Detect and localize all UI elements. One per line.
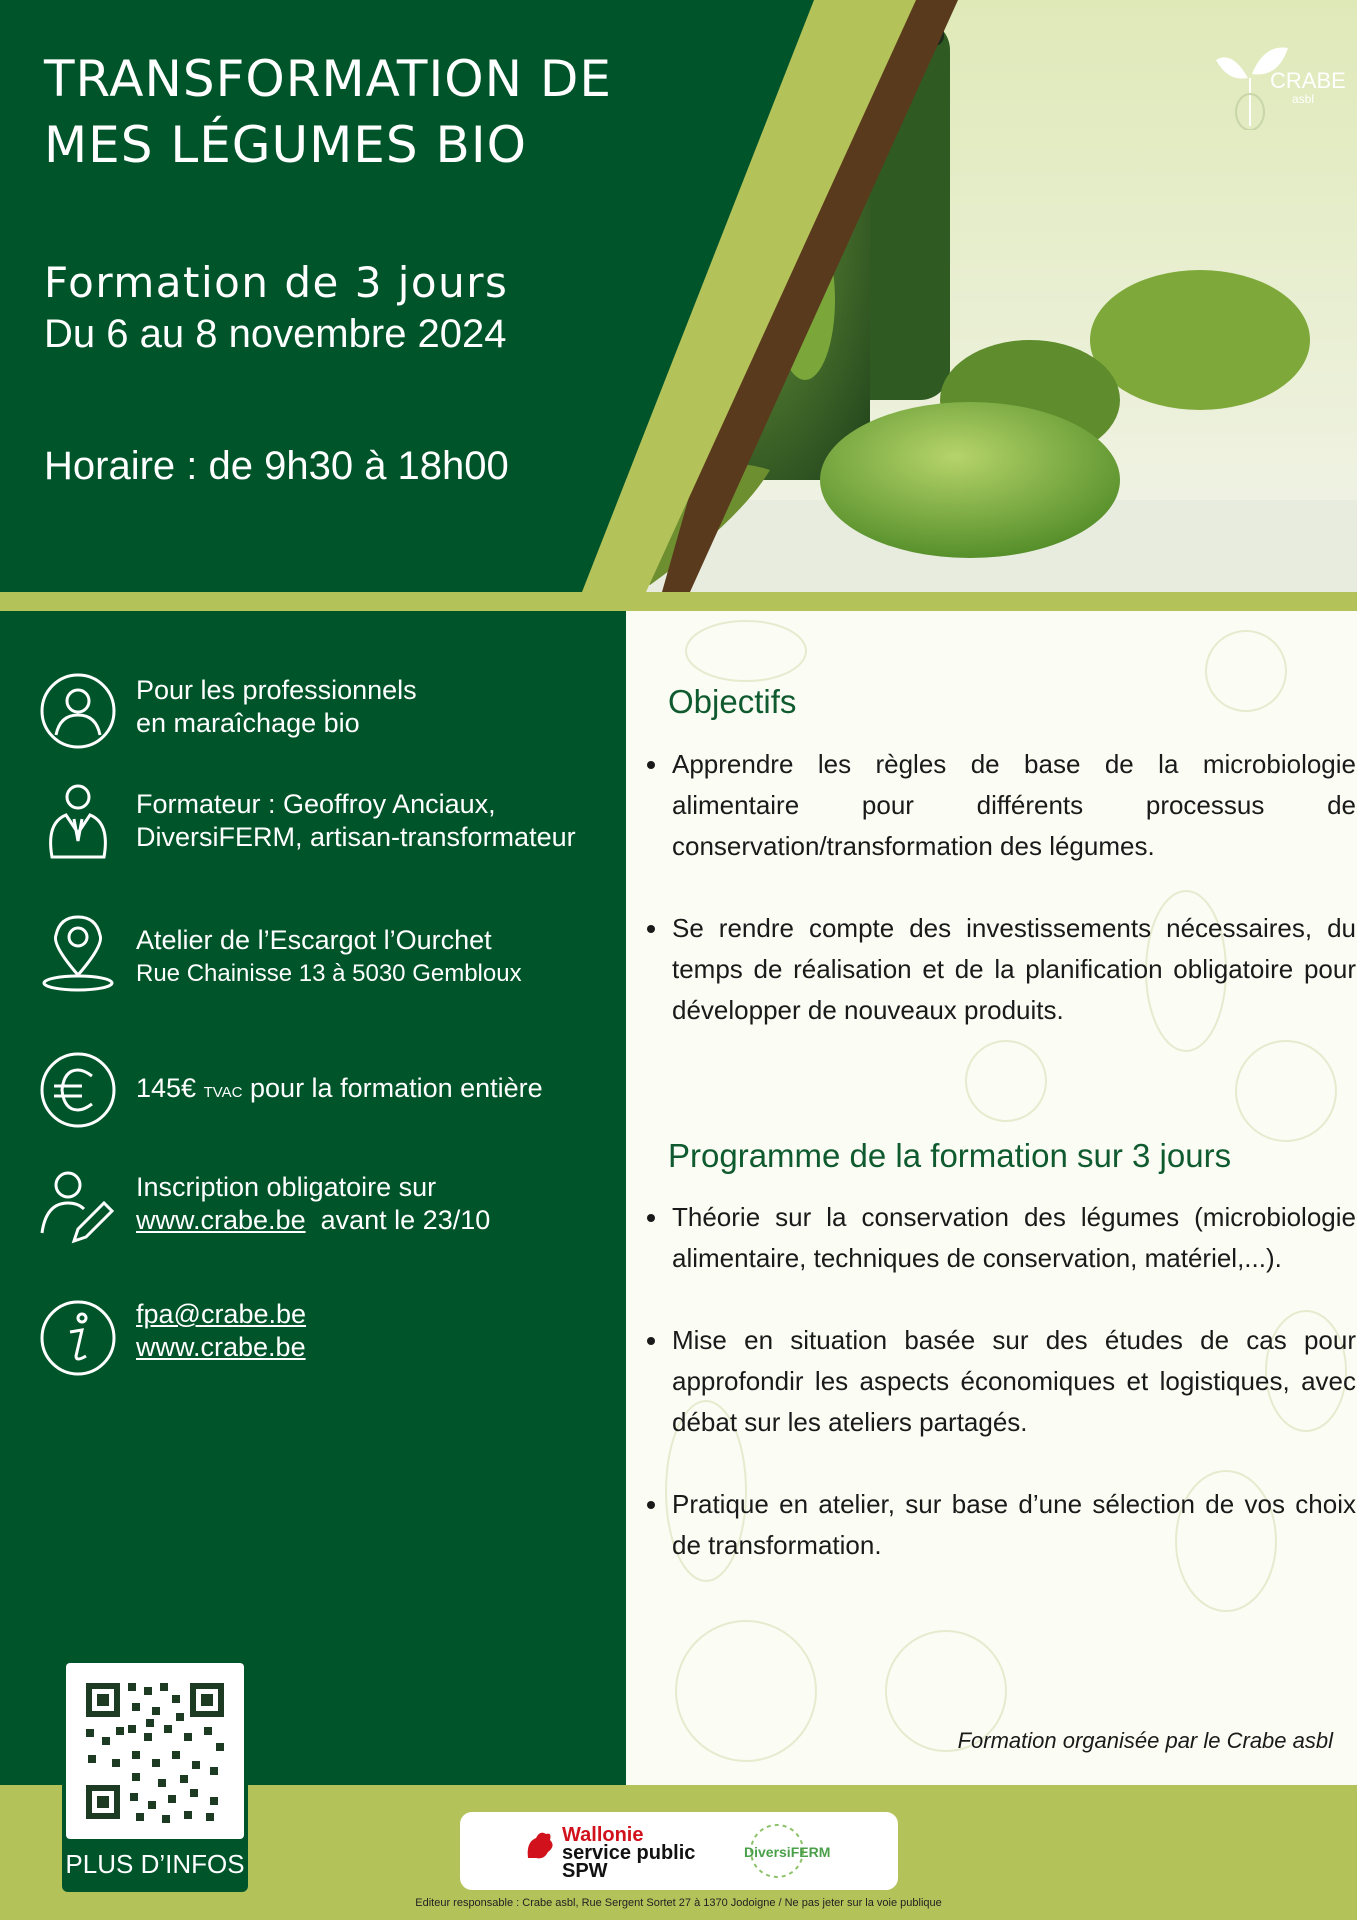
- publisher-note: Editeur responsable : Crabe asbl, Rue Sergent Sortet 27 à 1370 Jodoigne / Ne pas jeter sur la voie publique: [415, 1897, 942, 1909]
- program-item: • Pratique en atelier, sur base d’une sélection de vos choix de transformation.: [670, 1484, 1356, 1566]
- wallonie-logo-line3: SPW: [562, 1860, 608, 1882]
- qr-label: PLUS D’INFOS: [65, 1849, 245, 1879]
- program-item: • Théorie sur la conservation des légumes (microbiologie alimentaire, techniques de conservation, matériel,...).: [670, 1197, 1356, 1279]
- info-column: [0, 611, 626, 1785]
- audience-line1: Pour les professionnels: [136, 675, 417, 705]
- location-name: Atelier de l’Escargot l’Ourchet: [136, 925, 492, 955]
- registration-deadline: avant le 23/10: [320, 1205, 491, 1235]
- price-info: [136, 1072, 543, 1109]
- trainer-icon: [38, 783, 118, 863]
- audience-info: [136, 674, 417, 740]
- program-item: • Mise en situation basée sur des études de cas pour approfondir les aspects économiques et logistiques, avec débat sur les ateliers partagés.: [670, 1320, 1356, 1443]
- hours: Horaire : de 9h30 à 18h00: [44, 444, 509, 488]
- crabe-logo: [1212, 30, 1346, 126]
- objective-item: • Se rendre compte des investissements nécessaires, du temps de réalisation et de la planification obligatoire pour développer de nouveaux produits.: [670, 908, 1356, 1031]
- registration-info: [136, 1171, 490, 1237]
- wallonie-logo-line2: service public: [562, 1842, 696, 1864]
- program-heading: Programme de la formation sur 3 jours: [668, 1137, 1232, 1174]
- divider-band: [0, 592, 1357, 611]
- location-info: [136, 924, 522, 990]
- qr-code-frame: [66, 1663, 244, 1839]
- logo-sub: asbl: [1292, 92, 1315, 106]
- price-text: pour la formation entière: [250, 1073, 543, 1103]
- trainer-line1: Formateur : Geoffroy Anciaux,: [136, 789, 496, 819]
- audience-line2: en maraîchage bio: [136, 708, 360, 738]
- trainer-line2: DiversiFERM, artisan-transformateur: [136, 822, 576, 852]
- euro-icon: [38, 1050, 118, 1130]
- price-amount: 145€: [136, 1073, 197, 1103]
- wallonie-logo-line1: Wallonie: [562, 1824, 644, 1846]
- trainer-info: [136, 788, 576, 854]
- objective-item: • Apprendre les règles de base de la microbiologie alimentaire pour différents processus de conservation/transformation des légumes.: [670, 744, 1356, 867]
- objectives-list: [650, 744, 1356, 1072]
- organizer-note: Formation organisée par le Crabe asbl: [957, 1728, 1333, 1753]
- registration-link[interactable]: www.crabe.be: [136, 1205, 306, 1235]
- location-address: Rue Chainisse 13 à 5030 Gembloux: [136, 960, 522, 987]
- contact-info: [136, 1298, 306, 1364]
- registration-line2: [136, 1204, 490, 1237]
- qr-card[interactable]: [62, 1659, 248, 1892]
- header: [0, 0, 1357, 592]
- page-title: TRANSFORMATION DE MES LÉGUMES BIO: [44, 50, 612, 174]
- contact-website-link[interactable]: www.crabe.be: [136, 1332, 306, 1362]
- logo-name: CRABE: [1270, 68, 1346, 93]
- objectives-heading: Objectifs: [668, 683, 797, 720]
- wallonie-logo: [562, 1826, 695, 1880]
- registration-line1: Inscription obligatoire sur: [136, 1172, 437, 1202]
- content-column: [626, 611, 1357, 1785]
- person-icon: [38, 671, 118, 751]
- qr-code[interactable]: [66, 1663, 244, 1839]
- subtitle: Formation de 3 jours: [44, 258, 509, 307]
- location-pin-icon: [38, 913, 118, 993]
- dates: Du 6 au 8 novembre 2024: [44, 312, 507, 356]
- partner-logos: [460, 1812, 898, 1890]
- program-list: [650, 1197, 1356, 1607]
- info-icon: [38, 1298, 118, 1378]
- price-tax: TVAC: [203, 1084, 243, 1101]
- registration-person-pen-icon: [38, 1167, 118, 1247]
- diversiferm-logo: DiversiFERM: [744, 1844, 831, 1860]
- wallonie-rooster-icon: [522, 1828, 558, 1864]
- contact-email-link[interactable]: fpa@crabe.be: [136, 1299, 307, 1329]
